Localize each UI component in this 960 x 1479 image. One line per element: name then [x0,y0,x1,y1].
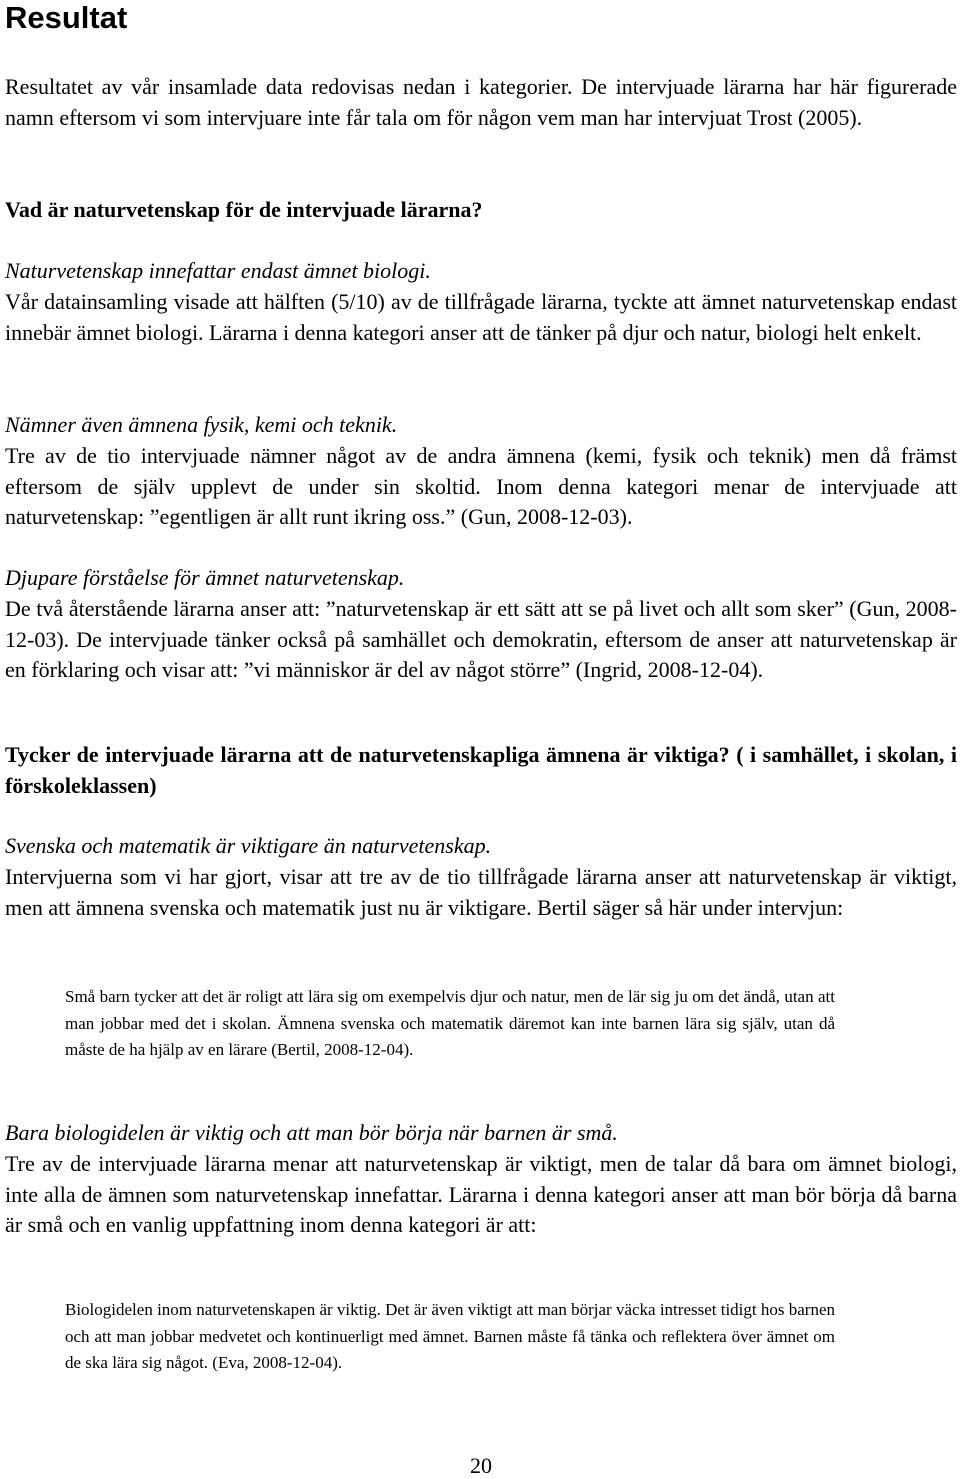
category-text-deeper-understanding: De två återstående lärarna anser att: ”naturvetenskap är ett sätt att se på livet och allt som sker” (Gun, 2008-12-03). De intervjuade tänker också på samhället och demokratin, eftersom de anser att naturvetenskap är en förklaring och visar att: ”vi människor är del av något större” (Ingrid, 2008-12-04). [5,596,957,682]
page-heading: Resultat [5,0,128,35]
block-quote-bertil: Små barn tycker att det är roligt att lära sig om exempelvis djur och natur, men de lär sig ju om det ändå, utan att man jobbar med det i skolan. Ämnena svenska och matematik däremot kan inte barnen lära sig själv, utan då måste de ha hjälp av en lärare (Bertil, 2008-12-04). [65,987,835,1059]
category-text-physics-chemistry: Tre av de tio intervjuade nämner något av de andra ämnena (kemi, fysik och teknik) men då främst eftersom de själv upplevt de under sin skoltid. Inom denna kategori menar de intervjuade att naturvetenskap: ”egentligen är allt runt ikring oss.” (Gun, 2008-12-03). [5,443,957,529]
category-title-deeper-understanding: Djupare förståelse för ämnet naturvetenskap. [5,565,405,590]
question-heading-2: Tycker de intervjuade lärarna att de naturvetenskapliga ämnena är viktiga? ( i samhället, i skolan, i förskoleklassen) [5,742,957,798]
category-title-swedish-math: Svenska och matematik är viktigare än naturvetenskap. [5,833,492,858]
question-heading-1: Vad är naturvetenskap för de intervjuade lärarna? [5,197,483,222]
category-text-biology-only: Vår datainsamling visade att hälften (5/10) av de tillfrågade lärarna, tyckte att ämnet naturvetenskap endast innebär ämnet biologi. Lärarna i denna kategori anser att de tänker på djur och natur, biologi helt enkelt. [5,289,957,345]
intro-paragraph: Resultatet av vår insamlade data redovisas nedan i kategorier. De intervjuade lärarna har här figurerade namn eftersom vi som intervjuare inte får tala om för någon vem man har intervjuat Trost (2005). [5,74,957,130]
category-text-swedish-math: Intervjuerna som vi har gjort, visar att tre av de tio tillfrågade lärarna anser att naturvetenskap är viktigt, men att ämnena svenska och matematik just nu är viktigare. Bertil säger så här under intervjun: [5,864,957,920]
category-title-biology-only: Naturvetenskap innefattar endast ämnet biologi. [5,258,431,283]
page-number: 20 [470,1453,492,1478]
block-quote-eva: Biologidelen inom naturvetenskapen är viktig. Det är även viktigt att man börjar väcka intresset tidigt hos barnen och att man jobbar medvetet och kontinuerligt med ämnet. Barnen måste få tänka och reflektera över ämnet om de ska lära sig något. (Eva, 2008-12-04). [65,1300,835,1372]
category-title-biology-early: Bara biologidelen är viktig och att man bör börja när barnen är små. [5,1120,618,1145]
category-text-biology-early: Tre av de intervjuade lärarna menar att naturvetenskap är viktigt, men de talar då bara om ämnet biologi, inte alla de ämnen som naturvetenskap innefattar. Lärarna i denna kategori anser att man bör börja då barna är små och en vanlig uppfattning inom denna kategori är att: [5,1151,957,1237]
category-title-physics-chemistry: Nämner även ämnena fysik, kemi och teknik. [5,412,398,437]
